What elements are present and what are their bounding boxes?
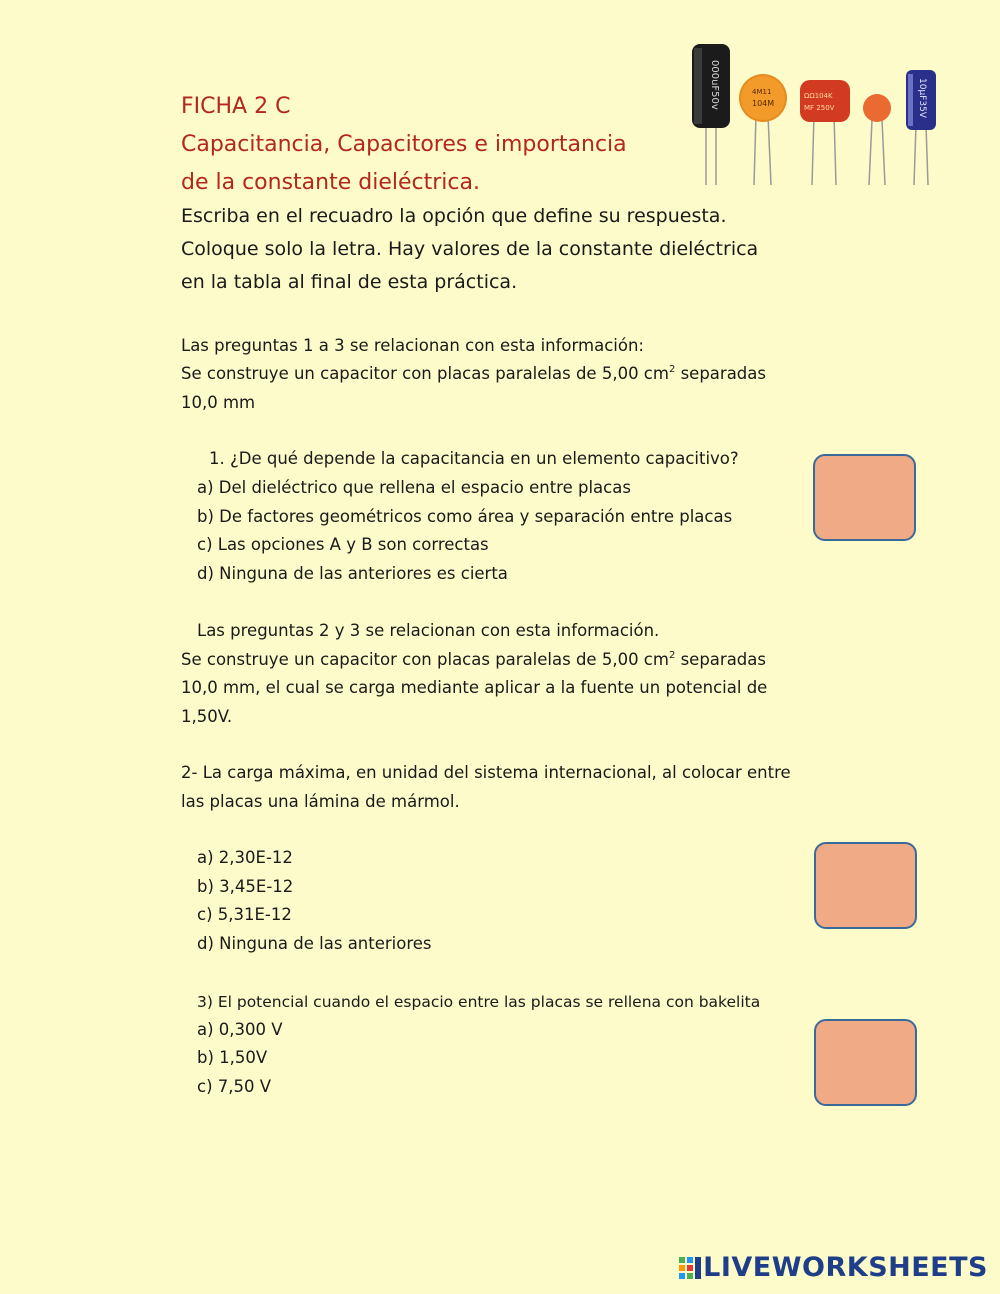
liveworksheets-logo[interactable]: [679, 1252, 988, 1283]
worksheet-title: Capacitancia, Capacitores e importancia: [181, 132, 627, 157]
intro1-line-3: 10,0 mm: [181, 393, 256, 412]
svg-text:000uF50v: 000uF50v: [709, 60, 720, 110]
q2-option-c: c) 5,31E-12: [197, 905, 292, 924]
q3-option-a: a) 0,300 V: [197, 1020, 283, 1039]
logo-text: LIVEWORKSHEETS: [703, 1252, 988, 1283]
question-1-text: 1. ¿De qué depende la capacitancia en un elemento capacitivo?: [209, 449, 739, 468]
instructions-line-2: Coloque solo la letra. Hay valores de la constante dieléctrica: [181, 238, 759, 260]
q3-option-b: b) 1,50V: [197, 1048, 268, 1067]
q1-option-c: c) Las opciones A y B son correctas: [197, 535, 489, 554]
worksheet-title-cont: de la constante dieléctrica.: [181, 170, 480, 195]
intro2-line-1: Las preguntas 2 y 3 se relacionan con esta información.: [197, 621, 660, 640]
q2-option-a: a) 2,30E-12: [197, 848, 293, 867]
question-2-line-2: las placas una lámina de mármol.: [181, 792, 460, 811]
svg-text:10µF35V: 10µF35V: [917, 78, 927, 118]
q1-answer-box[interactable]: [813, 454, 916, 541]
q2-answer-box[interactable]: [814, 842, 917, 929]
svg-text:MF 250V: MF 250V: [804, 104, 835, 112]
question-3-text: 3) El potencial cuando el espacio entre las placas se rellena con bakelita: [197, 993, 761, 1011]
svg-text:4M11: 4M11: [752, 88, 772, 96]
q1-option-b: b) De factores geométricos como área y separación entre placas: [197, 507, 733, 526]
q2-option-b: b) 3,45E-12: [197, 877, 294, 896]
instructions-line-3: en la tabla al final de esta práctica.: [181, 271, 518, 293]
q1-option-d: d) Ninguna de las anteriores es cierta: [197, 564, 508, 583]
q3-answer-box[interactable]: [814, 1019, 917, 1106]
question-2-line-1: 2- La carga máxima, en unidad del sistema internacional, al colocar entre: [181, 763, 791, 782]
svg-text:ΩΩ104K: ΩΩ104K: [804, 92, 833, 100]
instructions-line-1: Escriba en el recuadro la opción que define su respuesta.: [181, 205, 727, 227]
intro1-line-1: Las preguntas 1 a 3 se relacionan con esta información:: [181, 336, 644, 355]
svg-text:104M: 104M: [752, 99, 775, 108]
q1-option-a: a) Del dieléctrico que rellena el espacio entre placas: [197, 478, 631, 497]
intro2-line-3: 10,0 mm, el cual se carga mediante aplicar a la fuente un potencial de: [181, 678, 768, 697]
intro2-line-2: Se construye un capacitor con placas paralelas de 5,00 $cm^2$ separadas: [181, 650, 766, 669]
worksheet-code: FICHA 2 C: [181, 94, 291, 119]
liveworksheets-logo-icon: [679, 1257, 701, 1279]
q3-option-c: c) 7,50 V: [197, 1077, 272, 1096]
capacitors-image: [686, 40, 938, 190]
intro2-line-4: 1,50V.: [181, 707, 233, 726]
intro1-line-2: Se construye un capacitor con placas paralelas de 5,00 $cm^2$ separadas: [181, 364, 766, 383]
q2-option-d: d) Ninguna de las anteriores: [197, 934, 432, 953]
